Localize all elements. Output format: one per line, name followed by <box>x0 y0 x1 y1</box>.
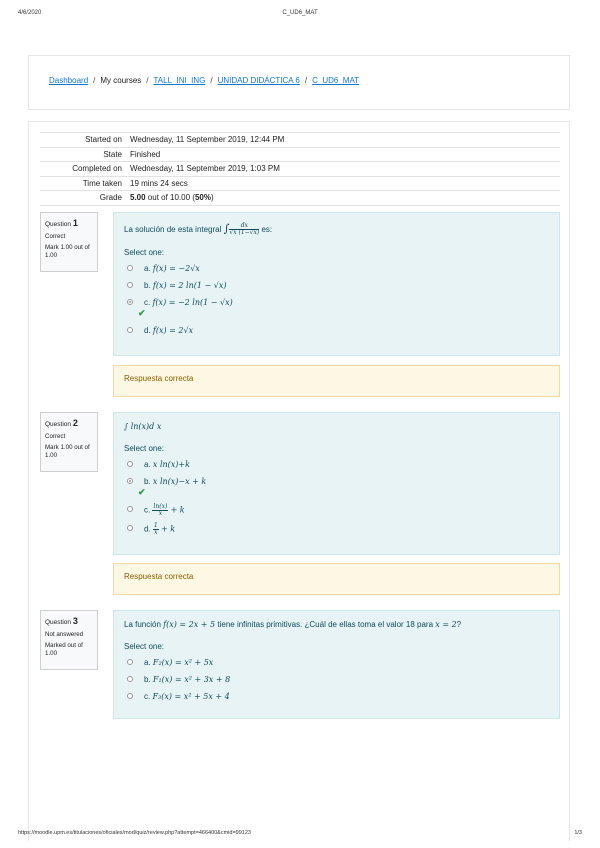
summary-row <box>40 162 560 177</box>
answer-option[interactable]: a. f(x) = −2√x <box>124 263 549 274</box>
radio-button-selected[interactable] <box>127 478 133 484</box>
question-text: La función f(x) = 2x + 5 tiene infinitas primitivas. ¿Cuál de ellas toma el valor 18 para x = 2? <box>124 620 462 629</box>
question-mark: Mark 1.00 out of 1.00 <box>45 244 90 260</box>
answer-option[interactable]: c. f(x) = −2 ln(1 − √x) ✔ <box>124 297 549 319</box>
breadcrumb-panel <box>28 55 570 110</box>
answer-option[interactable]: b. F₁(x) = x² + 3x + 8 <box>124 674 549 685</box>
feedback-1: Respuesta correcta <box>113 365 560 397</box>
breadcrumb-separator: / <box>146 76 149 85</box>
question-mark: Mark 1.00 out of 1.00 <box>45 444 90 460</box>
question-info-1: Question 1 Correct Mark 1.00 out of 1.00 <box>40 212 98 272</box>
print-title: C_UD6_MAT <box>282 10 318 16</box>
summary-row <box>40 176 560 191</box>
radio-button[interactable] <box>127 676 133 682</box>
summary-row <box>40 147 560 162</box>
breadcrumb <box>49 76 359 85</box>
attempt-summary <box>40 132 560 206</box>
summary-label: Started on <box>40 133 128 148</box>
summary-label: State <box>40 147 128 162</box>
breadcrumb-dashboard[interactable]: Dashboard <box>49 76 89 85</box>
breadcrumb-my-courses: My courses <box>100 76 142 85</box>
summary-label: Grade <box>40 191 128 206</box>
radio-button[interactable] <box>127 525 133 531</box>
answer-option[interactable]: c. $\frac{\ln(x)}{x}$ + k <box>124 504 549 517</box>
print-page-number: 1/3 <box>574 830 582 836</box>
radio-button-selected[interactable] <box>127 299 133 305</box>
summary-row <box>40 133 560 148</box>
question-info-2: Question 2 Correct Mark 1.00 out of 1.00 <box>40 412 98 472</box>
integrand: $\frac{dx}{√x (1-√x)}$ <box>229 222 260 237</box>
radio-button[interactable] <box>127 282 133 288</box>
question-info-3: Question 3 Not answered Marked out of 1.00 <box>40 610 98 670</box>
summary-value: Wednesday, 11 September 2019, 12:44 PM <box>128 133 560 148</box>
question-text: ∫ ln(x)d x <box>124 422 162 431</box>
breadcrumb-separator: / <box>210 76 213 85</box>
answer-option[interactable]: d. $\frac{1}{x}$ + k <box>124 523 549 536</box>
question-state: Correct <box>45 432 66 440</box>
summary-value: 19 mins 24 secs <box>128 176 560 191</box>
breadcrumb-quiz[interactable]: C_UD6_MAT <box>312 76 360 85</box>
check-icon: ✔ <box>138 308 146 319</box>
answer-option[interactable]: a. x ln(x)+k <box>124 459 549 470</box>
question-state: Not answered <box>45 630 84 638</box>
select-one-label: Select one: <box>124 642 165 652</box>
summary-value: Finished <box>128 147 560 162</box>
question-content-2 <box>113 412 560 555</box>
check-icon: ✔ <box>138 487 146 498</box>
answer-option[interactable]: c. F₃(x) = x² + 5x + 4 <box>124 691 549 702</box>
feedback-2: Respuesta correcta <box>113 563 560 595</box>
breadcrumb-course[interactable]: TALL_INI_ING <box>153 76 206 85</box>
radio-button[interactable] <box>127 327 133 333</box>
answer-option[interactable]: d. f(x) = 2√x <box>124 325 549 336</box>
answer-option[interactable]: b. f(x) = 2 ln(1 − √x) <box>124 280 549 291</box>
summary-label: Completed on <box>40 162 128 177</box>
breadcrumb-separator: / <box>93 76 96 85</box>
question-state: Correct <box>45 232 66 240</box>
integral-symbol: ∫ <box>223 222 230 235</box>
radio-button[interactable] <box>127 659 133 665</box>
summary-value: Wednesday, 11 September 2019, 1:03 PM <box>128 162 560 177</box>
radio-button[interactable] <box>127 265 133 271</box>
summary-row <box>40 191 560 206</box>
breadcrumb-separator: / <box>304 76 308 85</box>
breadcrumb-unit[interactable]: UNIDAD DIDÁCTICA 6 <box>217 76 300 85</box>
radio-button[interactable] <box>127 506 133 512</box>
question-text: La solución de esta integral ∫ $\frac{dx}{√x (1-√x)}$ es: <box>124 222 273 237</box>
print-date: 4/6/2020 <box>18 10 42 16</box>
question-content-3 <box>113 610 560 719</box>
radio-button[interactable] <box>127 461 133 467</box>
select-one-label: Select one: <box>124 444 165 454</box>
question-mark: Marked out of 1.00 <box>45 642 83 658</box>
print-url: https://moodle.upm.es/titulaciones/oficiales/mod/quiz/review.php?attempt=466400&cmid=99123 <box>18 830 251 836</box>
radio-button[interactable] <box>127 693 133 699</box>
grade-value: 5.00 out of 10.00 (50%) <box>128 191 560 206</box>
question-content-1 <box>113 212 560 356</box>
answer-option[interactable]: b. x ln(x)−x + k ✔ <box>124 476 549 498</box>
select-one-label: Select one: <box>124 248 165 258</box>
summary-label: Time taken <box>40 176 128 191</box>
answer-option[interactable]: a. F₂(x) = x² + 5x <box>124 657 549 668</box>
